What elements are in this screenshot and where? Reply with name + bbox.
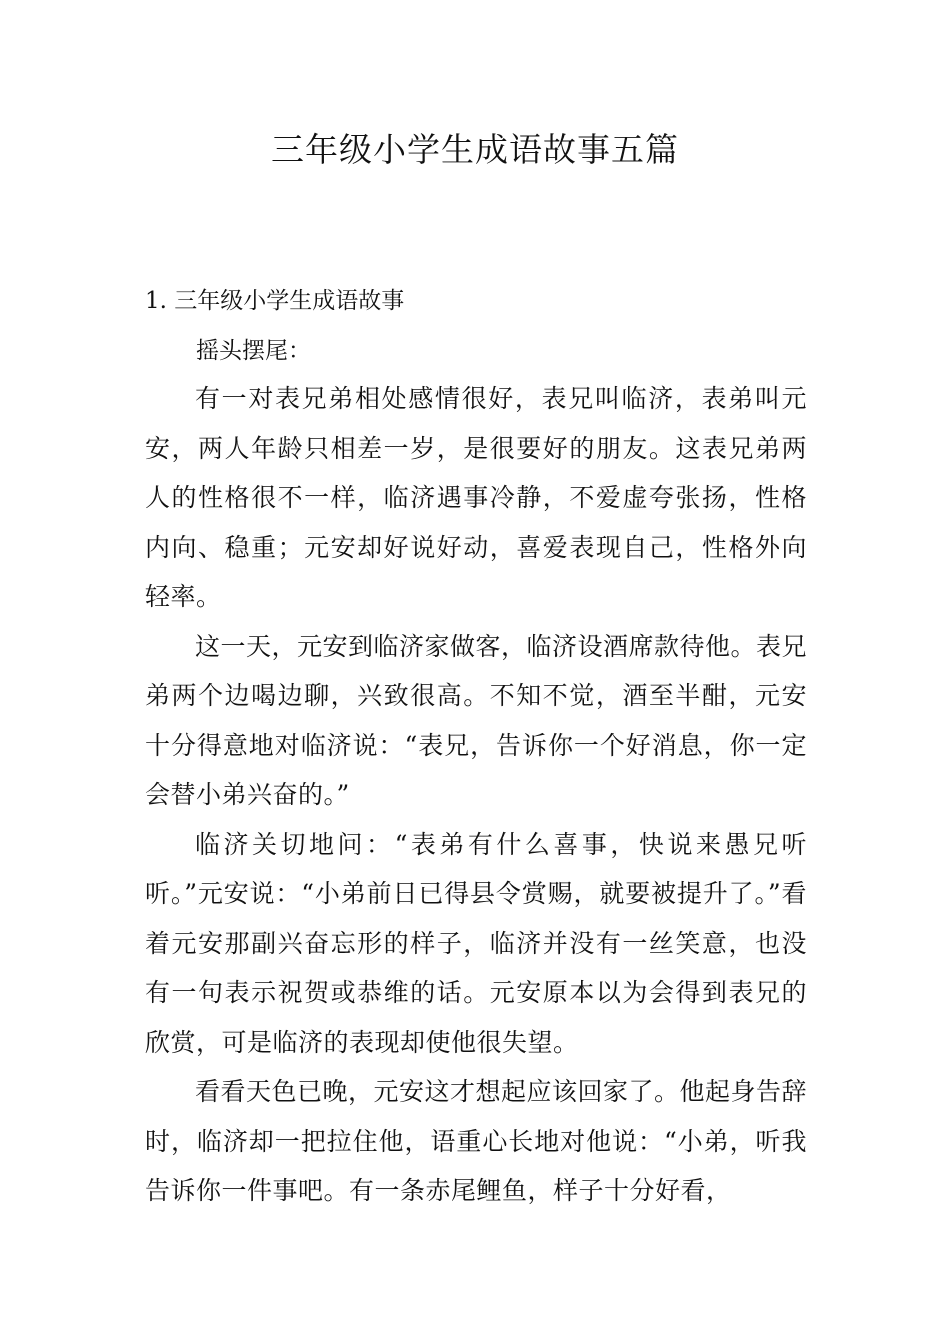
paragraph: 临济关切地问：“表弟有什么喜事，快说来愚兄听听。”元安说：“小弟前日已得县令赏赐，就要被提升了。”看着元安那副兴奋忘形的样子，临济并没有一丝笑意，也没有一句表示祝贺或恭维的话。元安原本以为会得到表兄的欣赏，可是临济的表现却使他很失望。 bbox=[145, 829, 807, 1057]
story-body bbox=[145, 374, 807, 1216]
paragraph: 这一天，元安到临济家做客，临济设酒席款待他。表兄弟两个边喝边聊，兴致很高。不知不觉，酒至半酣，元安十分得意地对临济说：“表兄，告诉你一个好消息，你一定会替小弟兴奋的。” bbox=[145, 631, 808, 809]
paragraph: 看看天色已晚，元安这才想起应该回家了。他起身告辞时，临济却一把拉住他，语重心长地对他说：“小弟，听我告诉你一件事吧。有一条赤尾鲤鱼，样子十分好看， bbox=[145, 1077, 808, 1205]
story-subheading: 摇头摆尾： bbox=[196, 338, 311, 364]
section-heading: 1. 三年级小学生成语故事 bbox=[145, 288, 405, 314]
paragraph: 有一对表兄弟相处感情很好，表兄叫临济，表弟叫元安，两人年龄只相差一岁，是很要好的朋友。这表兄弟两人的性格很不一样，临济遇事冷静，不爱虚夸张扬，性格内向、稳重；元安却好说好动，喜爱表现自己，性格外向轻率。 bbox=[145, 384, 807, 611]
document-title: 三年级小学生成语故事五篇 bbox=[271, 130, 679, 169]
